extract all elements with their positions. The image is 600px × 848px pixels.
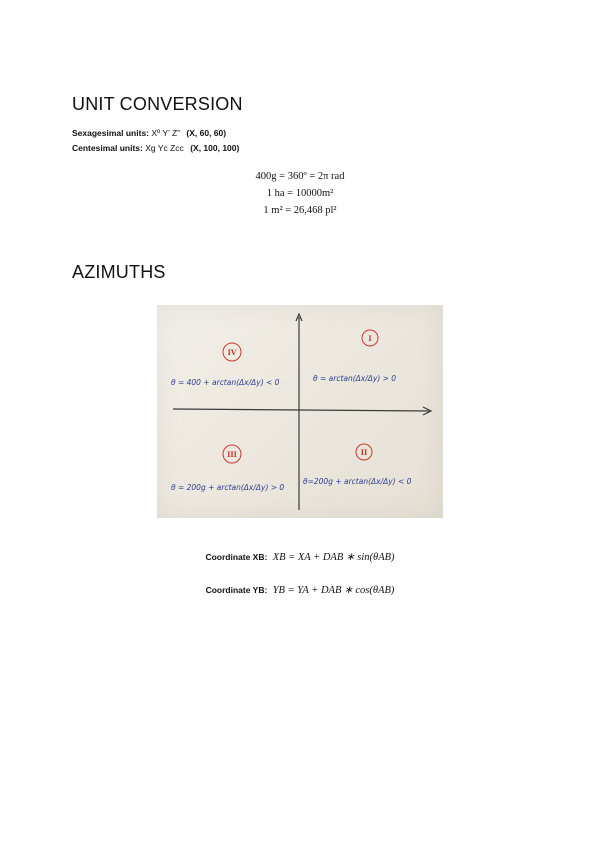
quadrant-iv-formula: θ = 400 + arctan(Δx/Δy) < 0: [171, 378, 280, 387]
quadrant-ii-marker: [356, 444, 372, 460]
unit-conversion-heading: UNIT CONVERSION: [72, 94, 243, 114]
coordinate-x-line: [0, 551, 600, 563]
quadrant-iii-formula: θ = 200g + arctan(Δx/Δy) > 0: [171, 483, 285, 492]
centesimal-range: (X, 100, 100): [190, 143, 240, 153]
coordinate-x-label: Coordinate XB:: [205, 552, 268, 562]
quadrant-i-marker: [362, 330, 378, 346]
sexagesimal-label: Sexagesimal units:: [72, 128, 150, 138]
quadrant-i-formula: θ = arctan(Δx/Δy) > 0: [313, 374, 397, 383]
centesimal-line: [72, 143, 239, 153]
whiteboard-drawing: [157, 305, 443, 518]
coordinate-y-line: [0, 584, 600, 596]
x-axis: [173, 409, 429, 411]
equation-angles: 400g = 360º = 2π rad: [255, 171, 345, 182]
equation-hectare: 1 ha = 10000m²: [266, 188, 334, 199]
coordinate-y-label: Coordinate YB:: [205, 585, 268, 595]
svg-text:IV: IV: [227, 348, 237, 357]
coordinate-x-formula: XB = XA + DAB ∗ sin(θAB): [272, 552, 395, 563]
sexagesimal-range: (X, 60, 60): [186, 128, 227, 138]
svg-text:III: III: [227, 450, 237, 459]
svg-text:II: II: [360, 448, 368, 457]
azimuths-heading: AZIMUTHS: [72, 262, 166, 282]
svg-text:I: I: [368, 334, 372, 343]
centesimal-value: Xg Yc Zcc: [145, 143, 184, 153]
sexagesimal-line: [72, 128, 226, 138]
quadrant-iii-marker: [223, 445, 241, 463]
quadrant-ii-formula: θ=200g + arctan(Δx/Δy) < 0: [303, 477, 412, 486]
whiteboard-photo: [157, 305, 443, 518]
centesimal-label: Centesimal units:: [72, 143, 143, 153]
quadrant-iv-marker: [223, 343, 241, 361]
coordinate-y-formula: YB = YA + DAB ∗ cos(θAB): [272, 585, 395, 596]
equation-square-meter: 1 m² = 26,468 pl²: [263, 205, 337, 216]
sexagesimal-value: Xº Y’ Z”: [151, 128, 180, 138]
